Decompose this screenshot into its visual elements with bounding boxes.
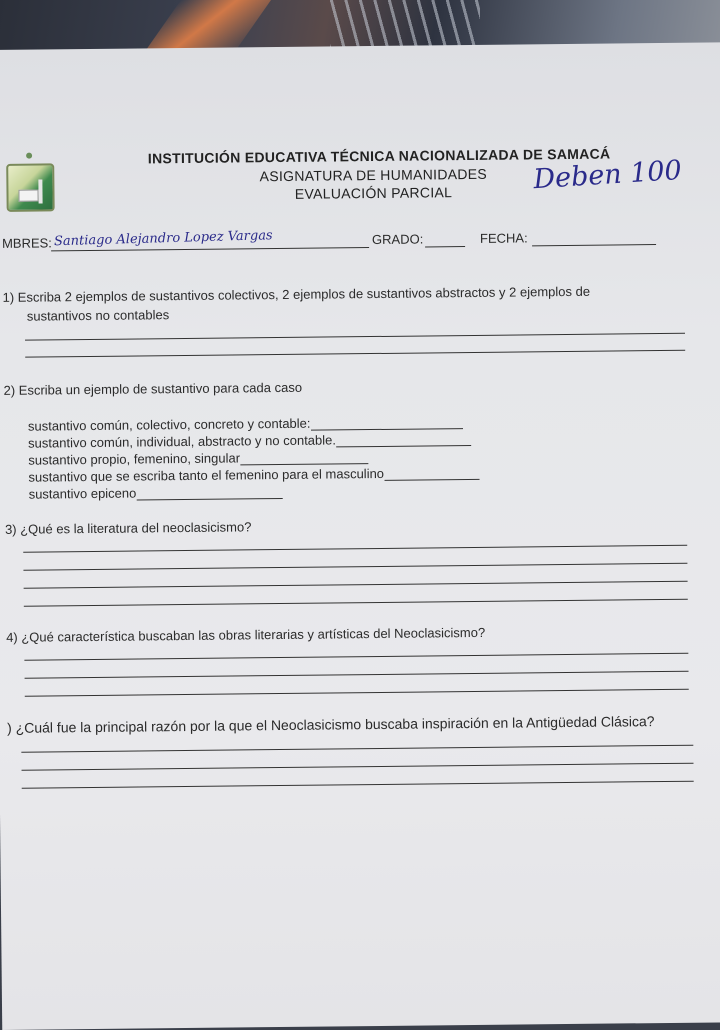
date-blank [532, 244, 656, 246]
question-2-item-text: sustantivo que se escriba tanto el femenino para el masculino [28, 465, 385, 485]
grade-blank [425, 246, 465, 247]
answer-line [24, 581, 688, 589]
answer-line [24, 653, 688, 661]
question-1-line-2: sustantivos no contables [26, 307, 170, 324]
answer-line [25, 350, 685, 358]
question-1-line-1: 1) Escriba 2 ejemplos de sustantivos colectivos, 2 ejemplos de sustantivos abstractos y 2 ejemplos de [2, 283, 591, 305]
answer-line [23, 563, 687, 571]
question-4: 4) ¿Qué característica buscaban las obras literarias y artísticas del Neoclasicismo? [6, 624, 486, 645]
question-5: ) ¿Cuál fue la principal razón por la que el Neoclasicismo buscaba inspiración en la Antigüedad Clásica? [7, 713, 655, 736]
question-2-item-text: sustantivo epiceno [28, 485, 137, 502]
answer-line [22, 781, 694, 789]
institution-title: INSTITUCIÓN EDUCATIVA TÉCNICA NACIONALIZADA DE SAMACÁ [147, 145, 611, 167]
question-3: 3) ¿Qué es la literatura del neoclasicismo? [4, 519, 252, 537]
answer-blank [310, 416, 462, 431]
question-2-item [28, 414, 463, 434]
answer-blank [384, 467, 479, 481]
question-2-item-text: sustantivo propio, femenino, singular [28, 450, 241, 468]
answer-line [25, 689, 689, 697]
question-2-item-text: sustantivo común, colectivo, concreto y contable: [27, 415, 311, 434]
question-2-item [29, 484, 283, 502]
exam-title: EVALUACIÓN PARCIAL [294, 184, 453, 202]
question-2-item [28, 449, 368, 468]
name-label: MBRES: [1, 235, 52, 251]
answer-line [25, 671, 689, 679]
question-2-item-text: sustantivo común, individual, abstracto y no contable. [28, 432, 337, 451]
answer-line [22, 763, 694, 771]
question-2-item [28, 431, 471, 451]
date-label: FECHA: [479, 230, 528, 246]
handwritten-note: Deben 100 [532, 154, 683, 196]
question-2-item [28, 465, 479, 485]
answer-line [25, 333, 685, 341]
grade-label: GRADO: [371, 231, 424, 248]
exam-sheet [0, 42, 720, 1030]
question-2: 2) Escriba un ejemplo de sustantivo para cada caso [3, 379, 303, 398]
answer-line [24, 599, 688, 607]
handwritten-name: Santiago Alejandro Lopez Vargas [53, 228, 273, 250]
answer-line [23, 545, 687, 553]
subject-title: ASIGNATURA DE HUMANIDADES [259, 165, 488, 185]
answer-blank [336, 433, 471, 447]
answer-line [21, 745, 693, 753]
answer-blank [240, 451, 368, 465]
answer-blank [136, 486, 282, 501]
